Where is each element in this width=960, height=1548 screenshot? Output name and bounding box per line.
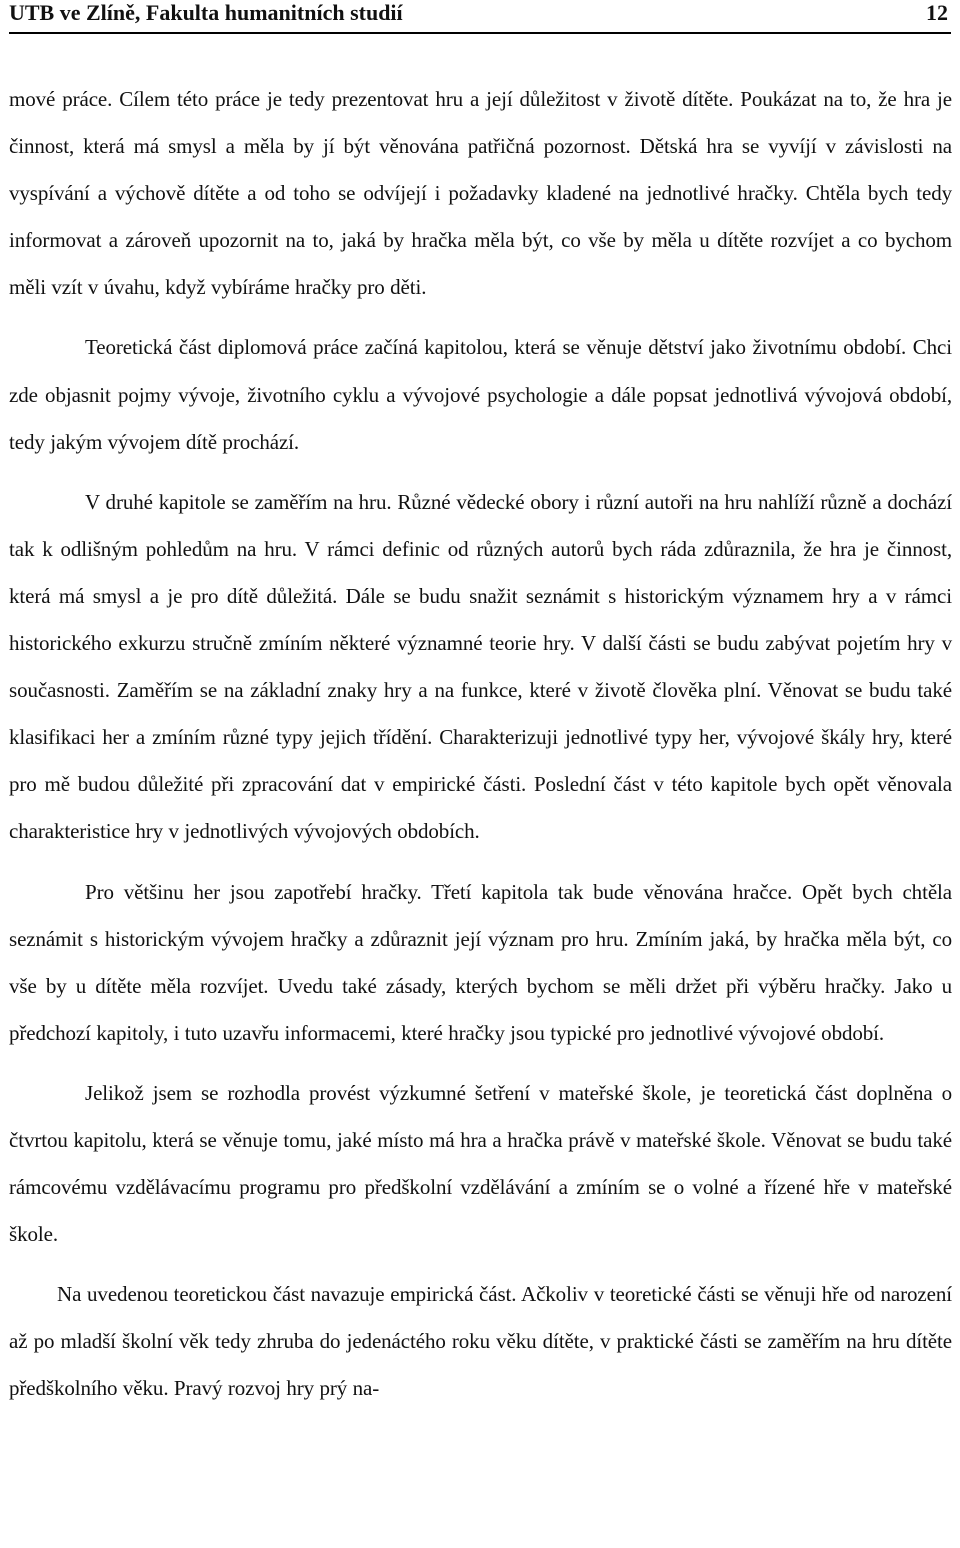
body-text (9, 76, 952, 1413)
paragraph-intro: mové práce. Cílem této práce je tedy prezentovat hru a její důležitost v životě dítěte. Poukázat na to, že hra je činnost, která má smysl a měla by jí být věnována patřičná pozornost. Dětská hra se vyvíjí v závislosti na vyspívání a výchově dítěte a od toho se odvíjejí i požadavky kladené na jednotlivé hračky. Chtěla bych tedy informovat a zároveň upozornit na to, jaká by hračka měla být, co vše by měla u dítěte rozvíjet a co bychom měli vzít v úvahu, když vybíráme hračky pro děti. (9, 87, 952, 300)
paragraph-fourth-chapter: Jelikož jsem se rozhodla provést výzkumné šetření v mateřské škole, je teoretická část doplněna o čtvrtou kapitolu, která se věnuje tomu, jaké místo má hra a hračka právě v mateřské škole. Věnovat se budu také rámcovému vzdělávacímu programu pro předškolní vzdělávání a zmíním se o volné a řízené hře v mateřské škole. (9, 1080, 952, 1247)
paragraph-theoretical-part: Teoretická část diplomová práce začíná kapitolou, která se věnuje dětství jako životnímu období. Chci zde objasnit pojmy vývoje, životního cyklu a vývojové psychologie a dále popsat jednotlivá vývojová období, tedy jakým vývojem dítě prochází. (9, 335, 952, 454)
paragraph-second-chapter: V druhé kapitole se zaměřím na hru. Různé vědecké obory i různí autoři na hru nahlíží různě a dochází tak k odlišným pohledům na hru. V rámci definic od různých autorů bych ráda zdůraznila, že hra je činnost, která má smysl a je pro dítě důležitá. Dále se budu snažit seznámit s historickým významem hry a v rámci historického exkurzu stručně zmíním některé významné teorie hry. V další části se budu zabývat pojetím hry v současnosti. Zaměřím se na základní znaky hry a na funkce, které v životě člověka plní. Věnovat se budu také klasifikaci her a zmíním různé typy jejich třídění. Charakterizuji jednotlivé typy her, vývojové škály hry, které pro mě budou důležité při zpracování dat v empirické části. Poslední část v této kapitole bych opět věnovala charakteristice hry v jednotlivých vývojových obdobích. (9, 489, 952, 844)
page-header (9, 0, 951, 34)
header-title: UTB ve Zlíně, Fakulta humanitních studií (9, 0, 403, 25)
paragraph-empirical-part: Na uvedenou teoretickou část navazuje empirická část. Ačkoliv v teoretické části se věnuji hře od narození až po mladší školní věk tedy zhruba do jedenáctého roku věku dítěte, v praktické části se zaměřím na hru dítěte předškolního věku. Pravý rozvoj hry prý na- (9, 1282, 952, 1401)
page-number: 12 (926, 0, 948, 25)
paragraph-third-chapter: Pro většinu her jsou zapotřebí hračky. Třetí kapitola tak bude věnována hračce. Opět bych chtěla seznámit s historickým vývojem hračky a zdůraznit její význam pro hru. Zmíním jaká, by hračka měla být, co vše by u dítěte měla rozvíjet. Uvedu také zásady, kterých bychom se měli držet při výběru hračky. Jako u předchozí kapitoly, i tuto uzavřu informacemi, které hračky jsou typické pro jednotlivé vývojové období. (9, 879, 952, 1045)
